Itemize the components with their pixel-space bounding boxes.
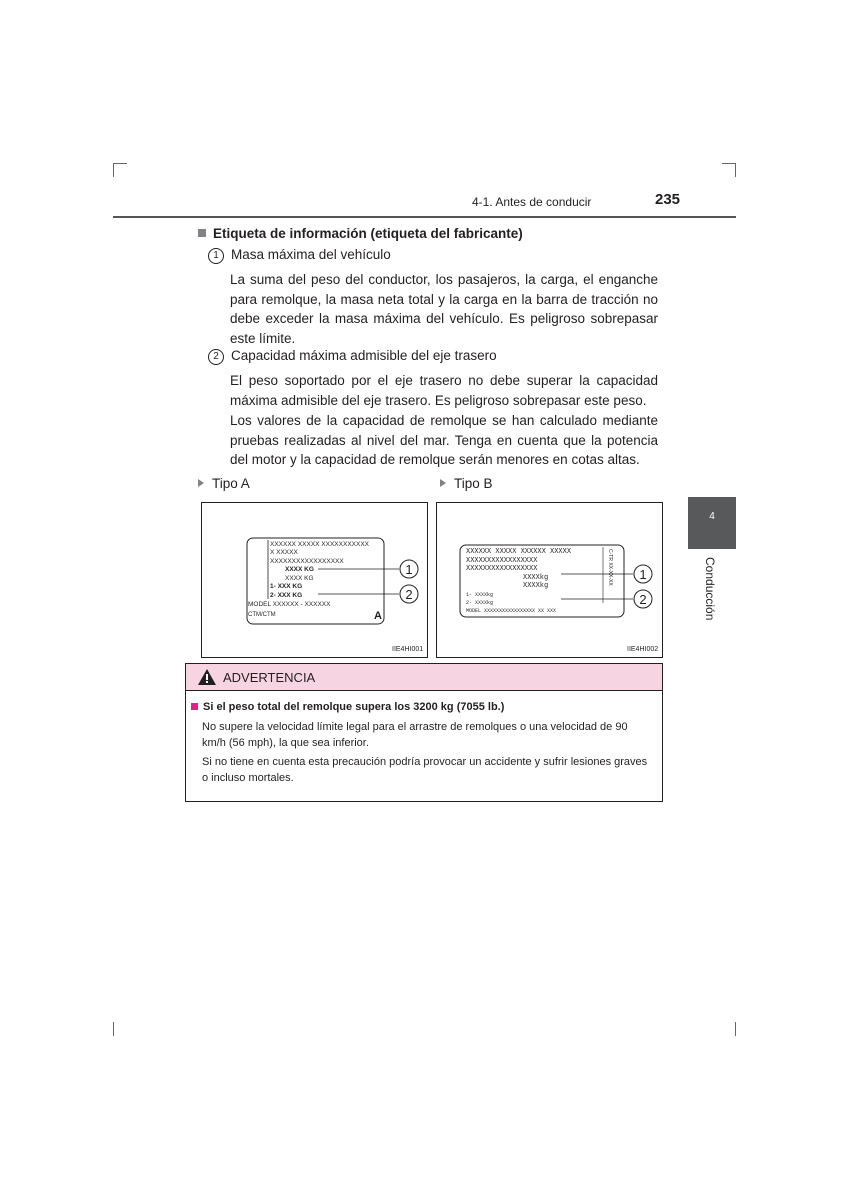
plate-b-line: XXXXkg — [523, 582, 549, 590]
item-title: Capacidad máxima admisible del eje trasero — [231, 348, 497, 363]
plate-b-line: XXXXXXXXXXXXXXXXX — [466, 565, 538, 573]
plate-b-line: 1- XXXXkg — [466, 592, 494, 598]
plate-b-vertical-text: C-TR XX-XX-XX — [607, 549, 613, 586]
figure-a — [201, 502, 428, 658]
plate-a-symbol: CTM/CTM — [248, 612, 276, 618]
plate-a-line: X XXXXX — [270, 549, 298, 556]
crop-mark-top-left-v — [113, 163, 114, 177]
crop-mark-bottom-left — [113, 1022, 114, 1036]
callout-2: 2 — [639, 592, 647, 607]
plate-a-footer: A — [374, 610, 382, 622]
plate-a-line: XXXXXXXXXXXXXXXXX — [270, 558, 344, 565]
triangle-bullet-icon — [440, 479, 446, 487]
square-bullet-icon — [191, 703, 198, 710]
item-2-paragraph-1: El peso soportado por el eje trasero no debe superar la capacidad máxima admisible del eje trasero. Es peligroso sobrepasar este peso. — [230, 373, 658, 408]
figure-a-label: Tipo A — [198, 476, 250, 491]
item-2-paragraph-2: Los valores de la capacidad de remolque se han calculado mediante pruebas realizadas al nivel del mar. Tenga en cuenta que la potencia del motor y la capacidad de remolque serán menores en cotas altas. — [230, 413, 658, 467]
plate-b-line: XXXXXXXXXXXXXXXXX — [466, 557, 538, 565]
label-plate-a-illustration — [202, 503, 427, 657]
figure-b — [436, 502, 663, 658]
callout-1: 1 — [639, 567, 647, 582]
page-number: 235 — [655, 191, 681, 208]
warning-subheading: Si el peso total del remolque supera los 3200 kg (7055 lb.) — [191, 701, 504, 713]
crop-mark-bottom-right — [735, 1022, 736, 1036]
plate-b-line: 2- XXXXkg — [466, 600, 494, 606]
warning-paragraph-2: Si no tiene en cuenta esta precaución podría provocar un accidente y sufrir lesiones graves o incluso mortales. — [202, 756, 648, 784]
warning-triangle-icon — [197, 668, 217, 686]
plate-a-line: XXXX KG — [285, 566, 314, 573]
chapter-tab: 4 — [688, 497, 736, 549]
plate-a-line: XXXXXX XXXXX XXXXXXXXXXX — [270, 541, 369, 548]
figure-code: IIE4HI002 — [627, 646, 659, 653]
plate-b-line: XXXXXX XXXXX XXXXXX XXXXX — [466, 548, 572, 556]
callout-1: 1 — [405, 562, 413, 577]
warning-title: ADVERTENCIA — [223, 670, 316, 685]
circled-number-icon: 2 — [208, 349, 224, 365]
plate-b-line: MODEL XXXXXXXXXXXXXXXXX XX XXX — [466, 608, 557, 614]
section-heading: Etiqueta de información (etiqueta del fabricante) — [198, 226, 523, 241]
crop-mark-top-right-v — [735, 163, 736, 177]
plate-a-line: 1- XXX KG — [270, 583, 303, 590]
plate-a-line: MODEL XXXXXX - XXXXXX — [248, 601, 331, 608]
plate-a-line: 2- XXX KG — [270, 592, 303, 599]
callout-2: 2 — [405, 587, 413, 602]
plate-a-line: XXXX KG — [285, 575, 314, 582]
figure-b-label: Tipo B — [440, 476, 493, 491]
warning-header — [186, 664, 662, 691]
item-1 — [208, 247, 391, 264]
square-bullet-icon — [198, 229, 206, 237]
section-title: 4-1. Antes de conducir — [472, 195, 592, 209]
crop-mark-top-right-h — [722, 163, 736, 164]
warning-paragraph-1: No supere la velocidad límite legal para el arrastre de remolques o una velocidad de 90 km/h (56 mph), la que sea inferior. — [202, 721, 628, 749]
item-title: Masa máxima del vehículo — [231, 247, 391, 262]
item-2 — [208, 348, 497, 365]
label-plate-b-illustration — [437, 503, 662, 657]
plate-b-line: XXXXkg — [523, 574, 549, 582]
circled-number-icon: 1 — [208, 248, 224, 264]
warning-box — [185, 663, 663, 802]
crop-mark-top-left-h — [113, 163, 127, 164]
header-rule — [113, 216, 736, 218]
item-1-paragraph: La suma del peso del conductor, los pasajeros, la carga, el enganche para remolque, la masa neta total y la carga en la barra de tracción no debe exceder la masa máxima del vehículo. Es peligroso sobrepasar este límite. — [230, 272, 658, 346]
figure-code: IIE4HI001 — [392, 646, 424, 653]
triangle-bullet-icon — [198, 479, 204, 487]
chapter-tab-label: Conducción — [703, 557, 717, 621]
